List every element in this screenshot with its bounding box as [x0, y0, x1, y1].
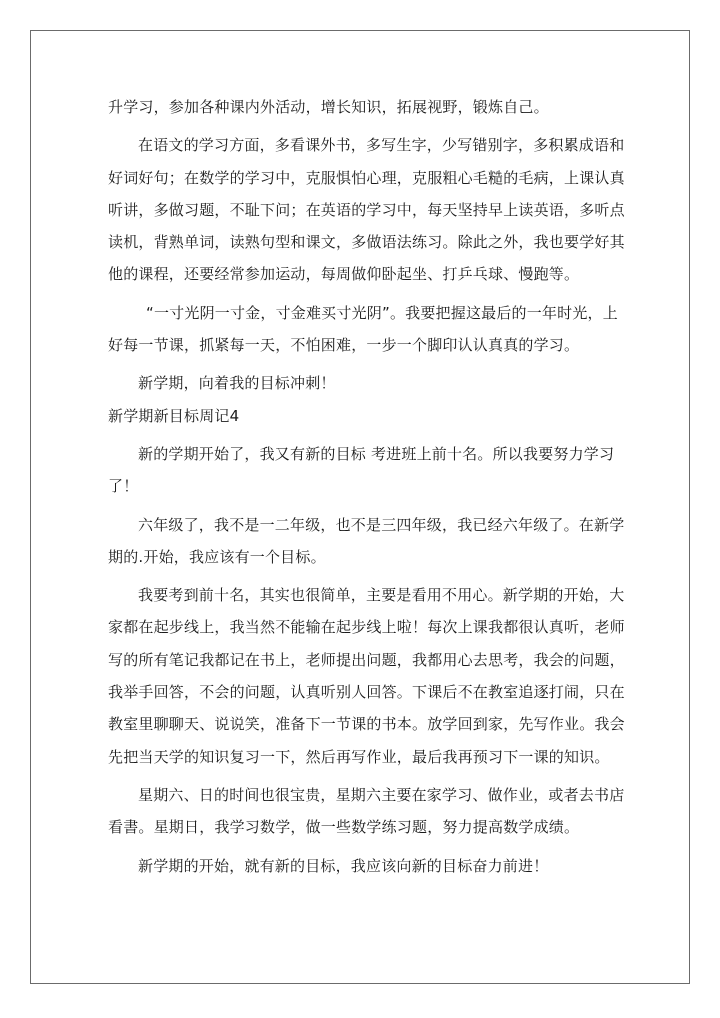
section-heading: 新学期新目标周记4 [108, 406, 240, 425]
paragraph-continuation: 升学习，参加各种课内外活动，增长知识，拓展视野，锻炼自己。 [108, 98, 549, 116]
paragraph-closing: 新学期的开始，就有新的目标，我应该向新的目标奋力前进！ [138, 856, 549, 875]
paragraph-new-goal: 新的学期开始了，我又有新的目标 考进班上前十名。所以我要努力学习了！ [108, 444, 615, 496]
paragraph-sixth-grade: 六年级了，我不是一二年级，也不是三四年级，我已经六年级了。在新学期的.开始，我应该有一个目标。 [108, 515, 625, 566]
paragraph-sprint: 新学期，向着我的目标冲刺！ [138, 374, 336, 393]
paragraph-weekend: 星期六、日的时间也很宝贵，星期六主要在家学习、做作业，或者去书店看書。星期日，我学习数学，做一些数学练习题，努力提高数学成绩。 [108, 785, 625, 837]
paragraph-quote: “一寸光阴一寸金，寸金难买寸光阴”。我要把握这最后的一年时光，上好每一节课，抓紧每一天，不怕困难，一步一个脚印认认真真的学习。 [108, 303, 618, 355]
paragraph-top-ten: 我要考到前十名，其实也很简单，主要是看用不用心。新学期的开始，大家都在起步线上，我当然不能输在起步线上啦！每次上课我都很认真听，老师写的所有笔记我都记在书上，老师提出问题，我都用心去思考，我会的问题，我举手回答，不会的问题，认真听别人回答。下课后不在教室追逐打闹，只在教室里聊聊天、说说笑，准备下一节课的书本。放学回到家，先写作业。我会先把当天学的知识复习一下，然后再写作业，最后我再预习下一课的知识。 [108, 586, 625, 766]
paragraph-study-plan: 在语文的学习方面，多看课外书，多写生字，少写错别字，多积累成语和好词好句；在数学的学习中，克服惧怕心理，克服粗心毛糙的毛病，上课认真听讲，多做习题，不耻下问；在英语的学习中，每天坚持早上读英语，多听点读机，背熟单词，读熟句型和课文，多做语法练习。除此之外，我也要学好其他的课程，还要经常参加运动，每周做仰卧起坐、打乒乓球、慢跑等。 [108, 136, 625, 284]
document-body [108, 91, 628, 882]
